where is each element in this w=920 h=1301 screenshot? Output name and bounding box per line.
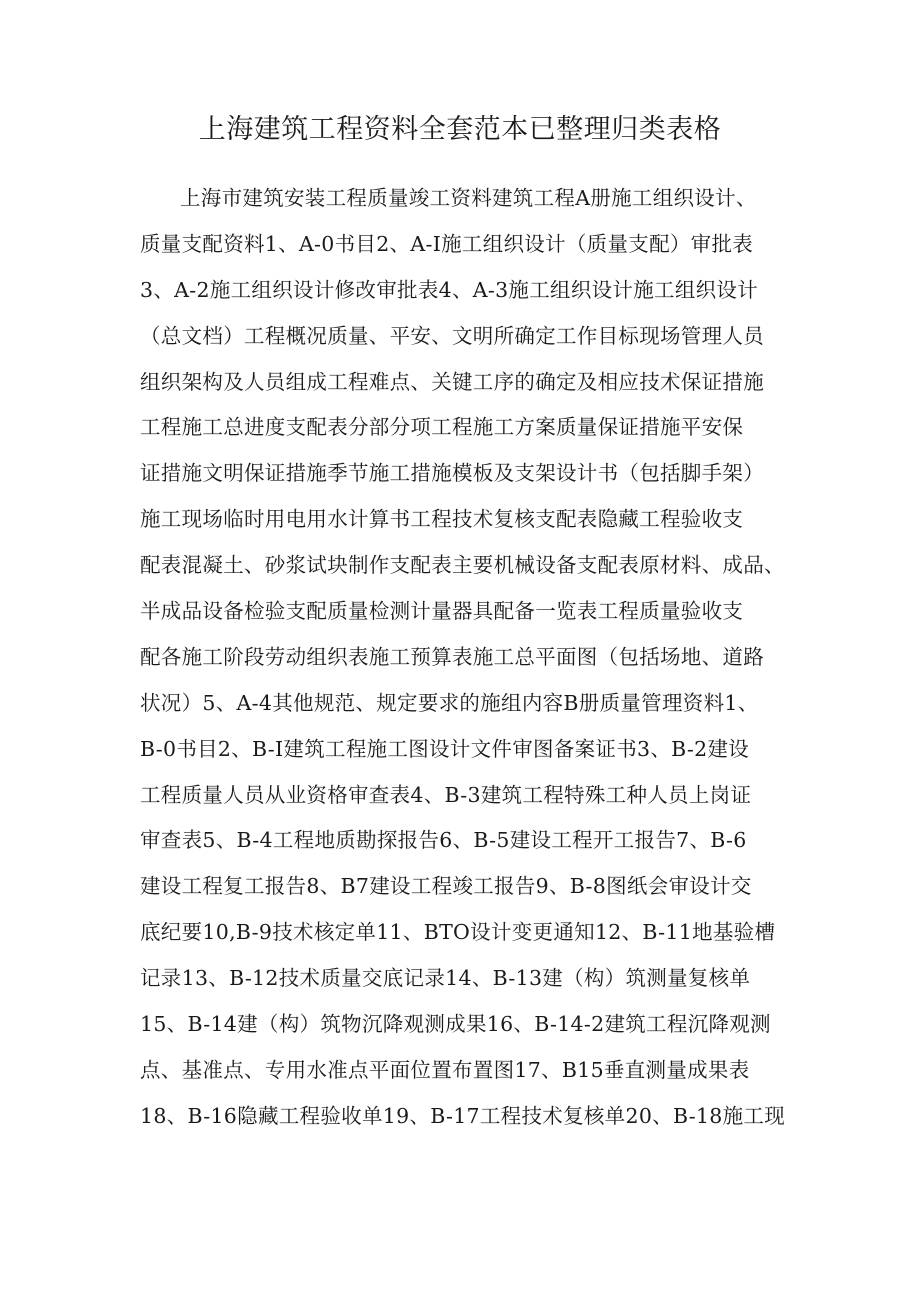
text-line: （总文档）工程概况质量、平安、文明所确定工作目标现场管理人员	[140, 323, 764, 348]
text-line: 上海市建筑安装工程质量竣工资料建筑工程A册施工组织设计、	[180, 186, 757, 210]
body-text	[140, 176, 800, 1140]
text-line: 半成品设备检验支配质量检测计量器具配备一览表工程质量验收支	[140, 599, 744, 624]
text-line: 状况）5、A-4其他规范、规定要求的施组内容B册质量管理资料1、	[140, 690, 759, 715]
text-line: 底纪要10,B-9技术核定单11、BTO设计变更通知12、B-11地基验槽	[140, 920, 776, 945]
text-line: 3、A-2施工组织设计修改审批表4、A-3施工组织设计施工组织设计	[140, 277, 759, 302]
text-line: 审查表5、B-4工程地质勘探报告6、B-5建设工程开工报告7、B-6	[140, 828, 747, 853]
text-line: 建设工程复工报告8、B7建设工程竣工报告9、B-8图纸会审设计交	[140, 874, 752, 899]
text-line: 工程施工总进度支配表分部分项工程施工方案质量保证措施平安保	[140, 415, 744, 440]
text-line: 点、基准点、专用水准点平面位置布置图17、B15垂直测量成果表	[140, 1057, 750, 1082]
text-line: 施工现场临时用电用水计算书工程技术复核支配表隐藏工程验收支	[140, 507, 744, 532]
text-line: 质量支配资料1、A-0书目2、A-I施工组织设计（质量支配）审批表	[140, 231, 754, 256]
text-line: 组织架构及人员组成工程难点、关键工序的确定及相应技术保证措施	[140, 369, 764, 394]
text-line: 15、B-14建（构）筑物沉降观测成果16、B-14-2建筑工程沉降观测	[140, 1012, 771, 1037]
text-line: 工程质量人员从业资格审查表4、B-3建筑工程特殊工种人员上岗证	[140, 782, 752, 807]
text-line: 配表混凝土、砂浆试块制作支配表主要机械设备支配表原材料、成品、	[140, 553, 785, 578]
text-line: 证措施文明保证措施季节施工措施模板及支架设计书（包括脚手架）	[140, 461, 764, 486]
text-line: 记录13、B-12技术质量交底记录14、B-13建（构）筑测量复核单	[140, 966, 751, 991]
page-title: 上海建筑工程资料全套范本已整理归类表格	[198, 114, 722, 145]
text-line: B-0书目2、B-I建筑工程施工图设计文件审图备案证书3、B-2建设	[140, 736, 750, 761]
text-line: 配各施工阶段劳动组织表施工预算表施工总平面图（包括场地、道路	[140, 644, 764, 669]
text-line: 18、B-16隐藏工程验收单19、B-17工程技术复核单20、B-18施工现	[140, 1103, 786, 1128]
